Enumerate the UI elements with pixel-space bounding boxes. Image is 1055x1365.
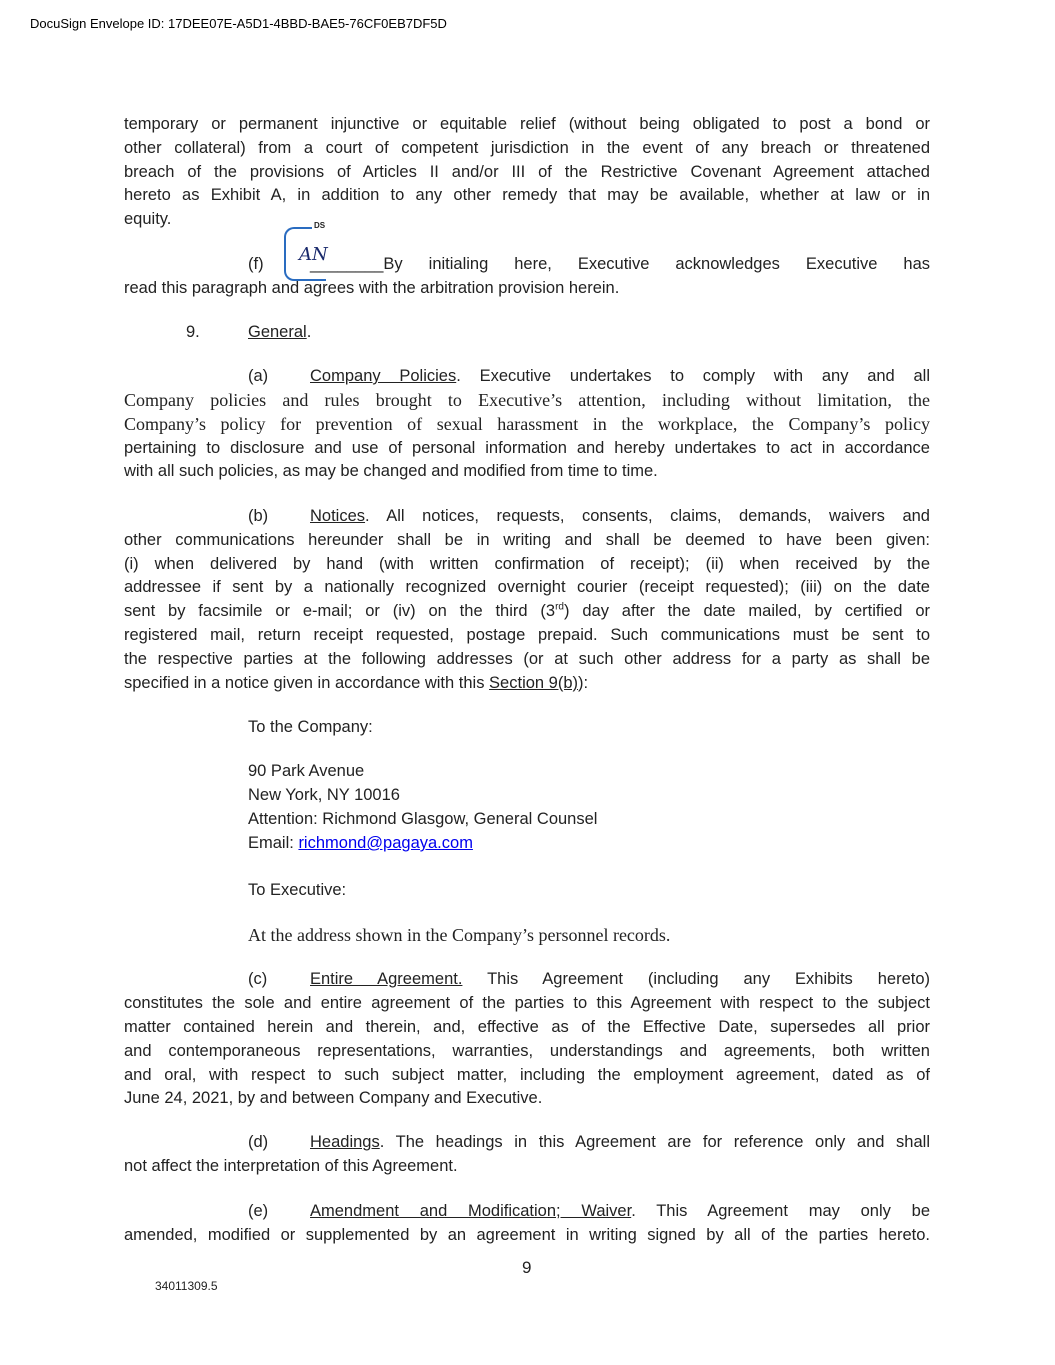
clause-heading: Amendment and Modification; Waiver xyxy=(310,1202,632,1220)
clause-heading: Entire Agreement. xyxy=(310,970,463,988)
text-line: Company’s policy for prevention of sexual harassment in the workplace, the Company’s policy xyxy=(124,414,930,434)
text-line: temporary or permanent injunctive or equitable relief (without being obligated to post a bond or xyxy=(124,115,930,133)
clause-label: (d) xyxy=(248,1133,269,1151)
text-line: not affect the interpretation of this Agreement. xyxy=(124,1157,458,1175)
recipient-heading: To Executive: xyxy=(248,881,347,899)
section-number: 9. xyxy=(186,323,200,341)
text: specified in a notice given in accordance with this xyxy=(124,674,490,692)
period: . xyxy=(306,323,312,341)
text-line: Company policies and rules brought to Executive’s attention, including without limitation, the xyxy=(124,390,930,410)
text: sent by facsimile or e-mail; or (iv) on the third (3 xyxy=(124,602,556,620)
text-line: equity. xyxy=(124,210,172,228)
text-line xyxy=(124,600,930,622)
text: . This Agreement may only be xyxy=(631,1202,930,1220)
text: . Executive undertakes to comply with any and all xyxy=(456,367,930,385)
clause-label: (a) xyxy=(248,367,269,385)
text-line xyxy=(124,672,930,694)
email-line xyxy=(248,832,473,854)
clause-label: (b) xyxy=(248,507,269,525)
text: ): xyxy=(578,674,589,692)
text-line: hereto as Exhibit A, in addition to any other remedy that may be available, whether at law or in xyxy=(124,186,930,204)
text: ) day after the date mailed, by certified or xyxy=(564,602,931,620)
page-number: 9 xyxy=(522,1258,532,1277)
text: . All notices, requests, consents, claims, demands, waivers and xyxy=(365,507,930,525)
text-line: addressee if sent by a nationally recognized overnight courier (receipt requested); (iii) on the date xyxy=(124,578,930,596)
address-line: New York, NY 10016 xyxy=(248,786,400,804)
text-line xyxy=(310,253,930,275)
text-line: June 24, 2021, by and between Company and Executive. xyxy=(124,1089,543,1107)
text-line: other collateral) from a court of competent jurisdiction in the event of any breach or threatened xyxy=(124,139,930,157)
text-line xyxy=(310,968,930,990)
text-line xyxy=(310,1131,930,1153)
text: . The headings in this Agreement are for reference only and shall xyxy=(379,1133,930,1151)
initials-signature: AN xyxy=(299,244,328,265)
document-id: 34011309.5 xyxy=(155,1279,218,1293)
text-line: registered mail, return receipt requested, postage prepaid. Such communications must be sent to xyxy=(124,626,930,644)
text-line: other communications hereunder shall be in writing and shall be deemed to have been given: xyxy=(124,531,930,549)
section-reference: Section 9(b) xyxy=(489,674,579,692)
superscript: rd xyxy=(555,601,564,613)
recipient-heading: To the Company: xyxy=(248,718,373,736)
text-line xyxy=(310,1200,930,1222)
text: By initialing here, Executive acknowledges Executive has xyxy=(383,255,930,273)
text-line: and contemporaneous representations, warranties, understandings and agreements, both written xyxy=(124,1042,930,1060)
envelope-id: DocuSign Envelope ID: 17DEE07E-A5D1-4BBD-BAE5-76CF0EB7DF5D xyxy=(30,16,447,31)
clause-heading: Notices xyxy=(310,507,366,525)
text-line: the respective parties at the following addresses (or at such other address for a party as shall be xyxy=(124,650,930,668)
address-line: 90 Park Avenue xyxy=(248,762,365,780)
text-line: read this paragraph and agrees with the arbitration provision herein. xyxy=(124,279,620,297)
text-line: matter contained herein and therein, and, effective as of the Effective Date, supersedes all prior xyxy=(124,1018,930,1036)
text-line: and oral, with respect to such subject matter, including the employment agreement, dated as of xyxy=(124,1066,930,1084)
clause-label: (f) xyxy=(248,255,264,273)
text-line: constitutes the sole and entire agreement of the parties to this Agreement with respect to the subject xyxy=(124,994,930,1012)
address-line: Attention: Richmond Glasgow, General Counsel xyxy=(248,810,598,828)
ds-label: DS xyxy=(314,221,326,230)
email-label: Email: xyxy=(248,834,299,852)
clause-label: (e) xyxy=(248,1202,269,1220)
clause-heading: Headings xyxy=(310,1133,380,1151)
section-title xyxy=(248,321,311,343)
clause-label: (c) xyxy=(248,970,268,988)
text-line xyxy=(310,505,930,527)
text: This Agreement (including any Exhibits hereto) xyxy=(462,970,931,988)
text-line: amended, modified or supplemented by an agreement in writing signed by all of the parties hereto. xyxy=(124,1226,930,1244)
text-line: with all such policies, as may be changed and modified from time to time. xyxy=(124,462,658,480)
text-line: (i) when delivered by hand (with written confirmation of receipt); (ii) when received by the xyxy=(124,555,930,573)
text-line: breach of the provisions of Articles II and/or III of the Restrictive Covenant Agreement attached xyxy=(124,163,930,181)
initial-blank: ________ xyxy=(310,255,384,273)
clause-heading: Company Policies xyxy=(310,367,457,385)
text-line: pertaining to disclosure and use of personal information and hereby undertakes to act in accordance xyxy=(124,439,930,457)
text-line xyxy=(310,365,930,387)
address-line: At the address shown in the Company’s personnel records. xyxy=(248,925,671,945)
email-link[interactable]: richmond@pagaya.com xyxy=(298,834,473,852)
title: General xyxy=(248,323,307,341)
